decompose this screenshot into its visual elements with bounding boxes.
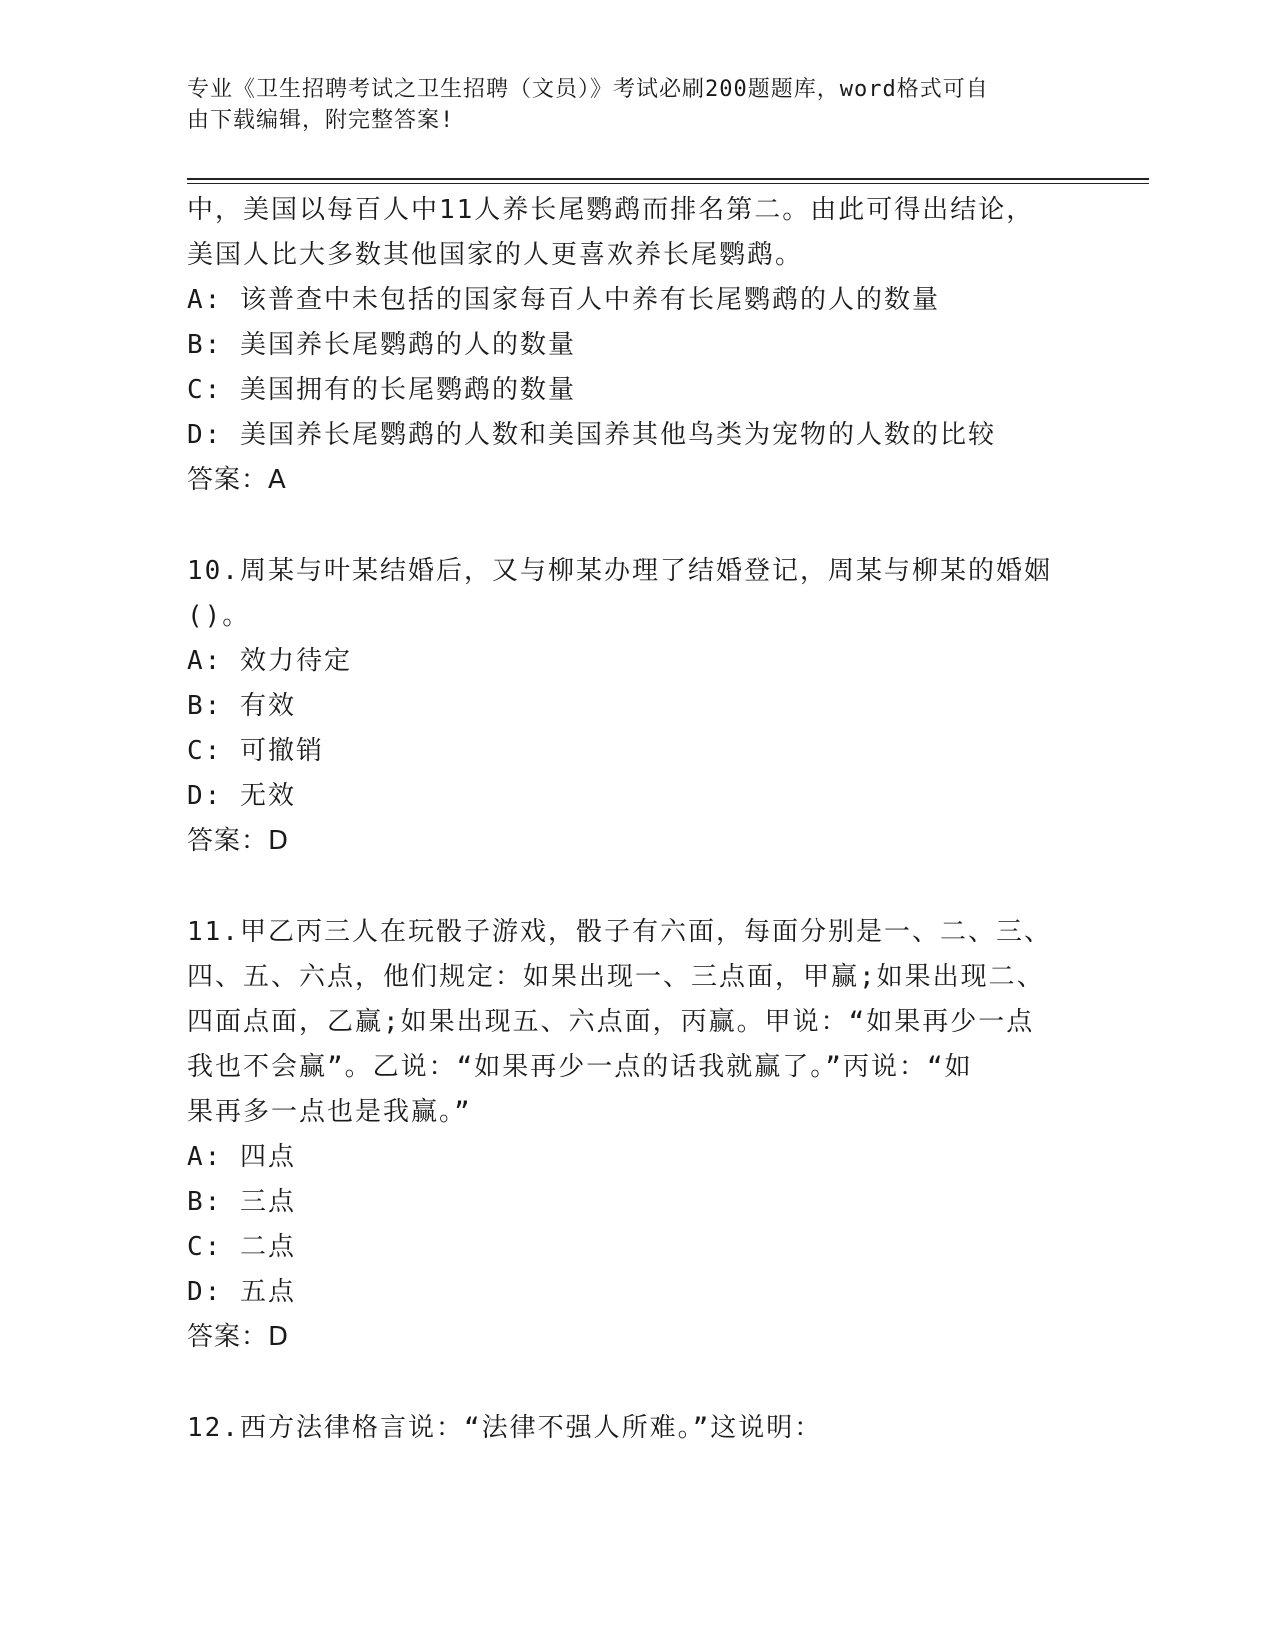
question-stem-line: ()。 [187, 601, 251, 631]
question-stem-line: 12.西方法律格言说：“法律不强人所难。”这说明： [187, 1413, 823, 1443]
spacer [187, 1360, 1087, 1406]
question-9 [187, 188, 1087, 503]
option-b: B: 美国养长尾鹦鹉的人的数量 [187, 330, 576, 360]
option-b: B: 有效 [187, 691, 296, 721]
question-stem-line: 11.甲乙丙三人在玩骰子游戏，骰子有六面，每面分别是一、二、三、 [187, 917, 1052, 947]
question-stem-line: 10.周某与叶某结婚后，又与柳某办理了结婚登记，周某与柳某的婚姻 [187, 556, 1052, 586]
document-header [187, 74, 1067, 136]
question-stem-line: 四、五、六点，他们规定：如果出现一、三点面，甲赢;如果出现二、 [187, 962, 1045, 992]
option-d: D: 美国养长尾鹦鹉的人数和美国养其他鸟类为宠物的人数的比较 [187, 420, 996, 450]
option-d: D: 五点 [187, 1277, 296, 1307]
spacer [187, 864, 1087, 910]
option-c: C: 可撤销 [187, 736, 324, 766]
question-stem-line: 四面点面，乙赢;如果出现五、六点面，丙赢。甲说：“如果再少一点 [187, 1007, 1035, 1037]
option-c: C: 美国拥有的长尾鹦鹉的数量 [187, 375, 576, 405]
question-11 [187, 910, 1087, 1360]
answer-label: 答案：D [187, 1322, 290, 1352]
option-d: D: 无效 [187, 781, 296, 811]
question-12 [187, 1406, 1087, 1451]
question-stem-line: 美国人比大多数其他国家的人更喜欢养长尾鹦鹉。 [187, 240, 804, 270]
question-stem-line: 果再多一点也是我赢。” [187, 1097, 472, 1127]
header-line-1: 专业《卫生招聘考试之卫生招聘（文员）》考试必刷200题题库，word格式可自 [187, 77, 989, 102]
header-divider-thin [187, 183, 1149, 184]
question-10 [187, 549, 1087, 864]
question-stem-line: 中，美国以每百人中11人养长尾鹦鹉而排名第二。由此可得出结论， [187, 195, 1035, 225]
header-divider-thick [187, 178, 1149, 180]
header-line-2: 由下载编辑，附完整答案! [187, 108, 455, 133]
option-c: C: 二点 [187, 1232, 296, 1262]
option-a: A: 效力待定 [187, 646, 352, 676]
option-a: A: 四点 [187, 1142, 296, 1172]
question-stem-line: 我也不会赢”。乙说：“如果再少一点的话我就赢了。”丙说：“如 [187, 1052, 973, 1082]
document-body [187, 188, 1087, 1451]
answer-label: 答案：D [187, 826, 290, 856]
option-a: A: 该普查中未包括的国家每百人中养有长尾鹦鹉的人的数量 [187, 285, 940, 315]
answer-label: 答案：A [187, 465, 287, 495]
option-b: B: 三点 [187, 1187, 296, 1217]
spacer [187, 503, 1087, 549]
